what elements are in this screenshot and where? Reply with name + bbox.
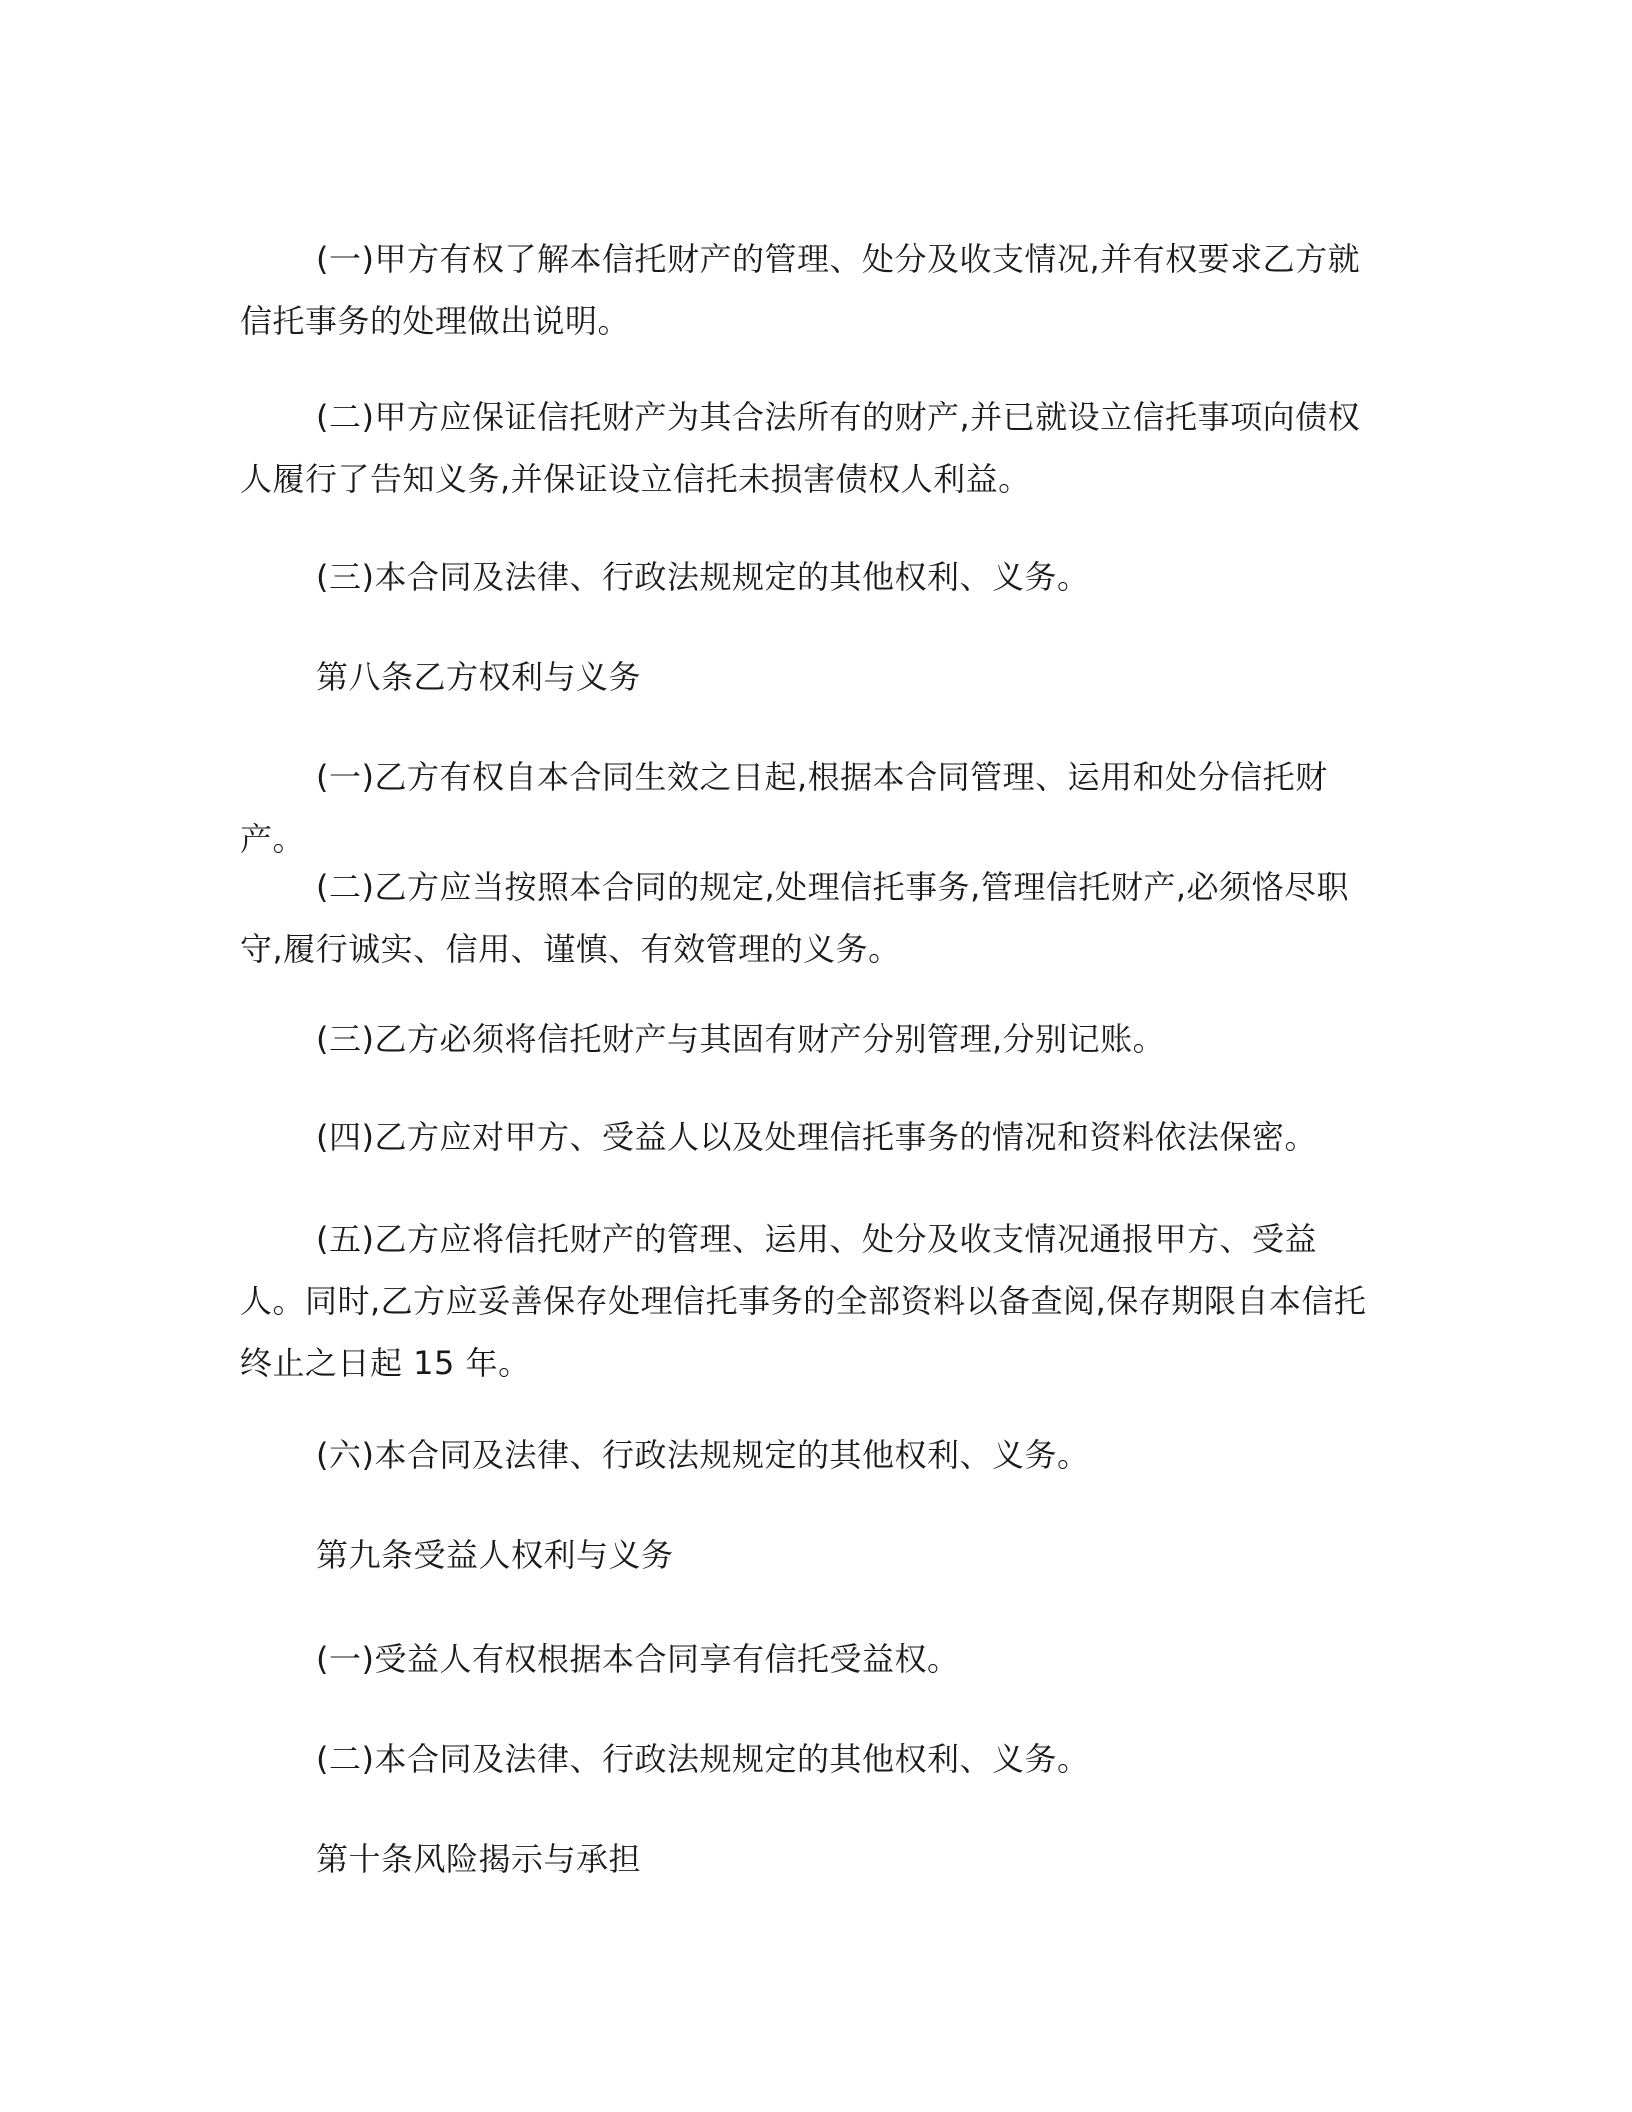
paragraph-party-a-duty-2: (二)甲方应保证信托财产为其合法所有的财产,并已就设立信托事项向债权人履行了告知义务,并保证设立信托未损害债权人利益。	[240, 398, 1361, 498]
paragraph-party-a-other-3: (三)本合同及法律、行政法规规定的其他权利、义务。	[316, 558, 1090, 596]
paragraph-party-a-right-1: (一)甲方有权了解本信托财产的管理、处分及收支情况,并有权要求乙方就信托事务的处理做出说明。	[240, 240, 1361, 340]
paragraph-party-b-duty-5: (五)乙方应将信托财产的管理、运用、处分及收支情况通报甲方、受益人。同时,乙方应妥善保存处理信托事务的全部资料以备查阅,保存期限自本信托终止之日起 15 年。	[240, 1220, 1367, 1382]
article-8-heading: 第八条乙方权利与义务	[316, 658, 642, 696]
paragraph-party-b-duty-2: (二)乙方应当按照本合同的规定,处理信托事务,管理信托财产,必须恪尽职守,履行诚实、信用、谨慎、有效管理的义务。	[240, 868, 1349, 968]
article-10-heading: 第十条风险揭示与承担	[316, 1840, 642, 1878]
paragraph-beneficiary-other-2: (二)本合同及法律、行政法规规定的其他权利、义务。	[316, 1740, 1090, 1778]
paragraph-beneficiary-right-1: (一)受益人有权根据本合同享有信托受益权。	[316, 1640, 960, 1678]
paragraph-party-b-duty-4: (四)乙方应对甲方、受益人以及处理信托事务的情况和资料依法保密。	[316, 1118, 1317, 1156]
paragraph-party-b-right-1: (一)乙方有权自本合同生效之日起,根据本合同管理、运用和处分信托财产。	[240, 758, 1328, 858]
paragraph-party-b-other-6: (六)本合同及法律、行政法规规定的其他权利、义务。	[316, 1436, 1090, 1474]
article-9-heading: 第九条受益人权利与义务	[316, 1536, 674, 1574]
paragraph-party-b-duty-3: (三)乙方必须将信托财产与其固有财产分别管理,分别记账。	[316, 1020, 1166, 1058]
